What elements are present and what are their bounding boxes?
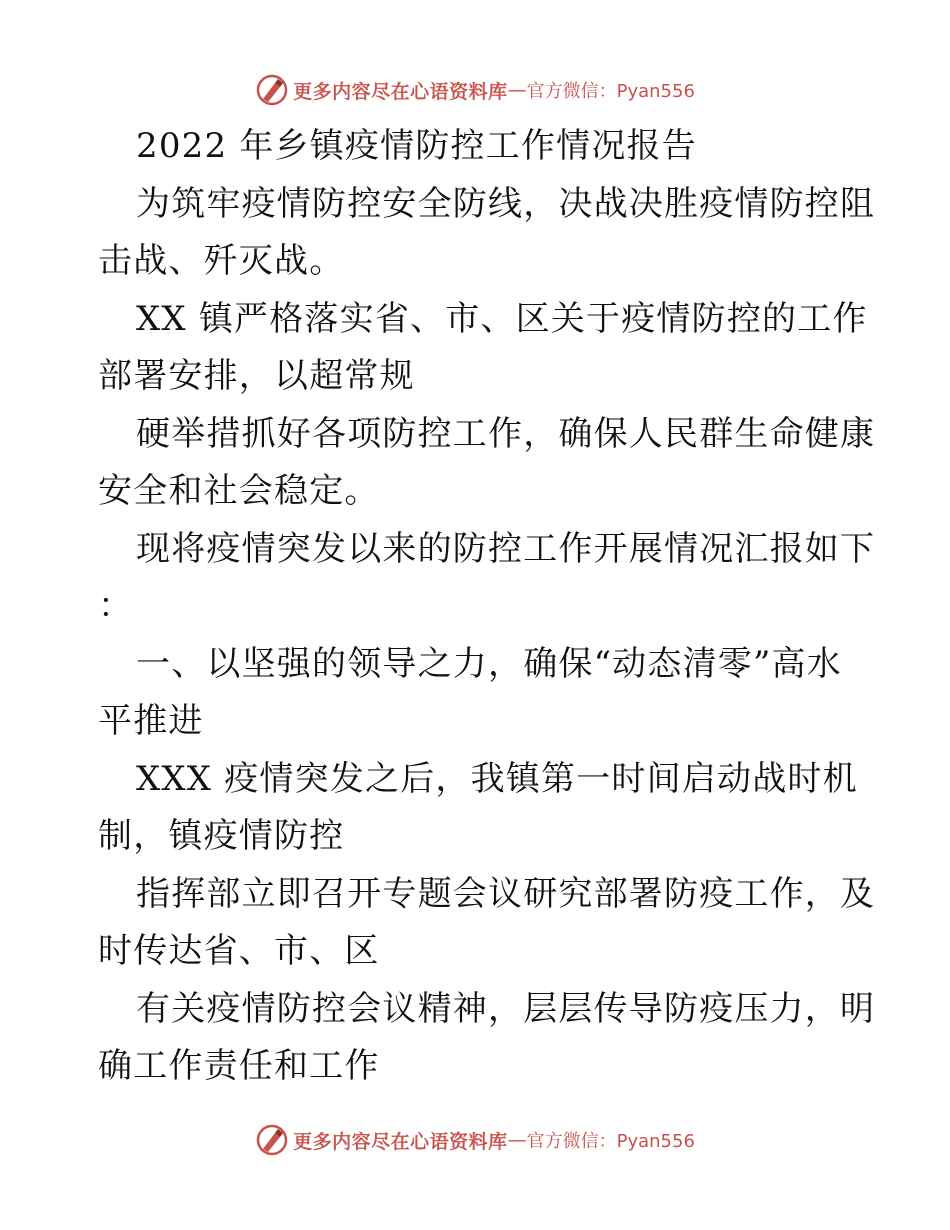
section-heading: 一、以坚强的领导之力，确保“动态清零”高水: [136, 643, 842, 684]
paragraph-line: XX 镇严格落实省、市、区关于疫情防控的工作: [136, 298, 868, 339]
paragraph-line: 为筑牢疫情防控安全防线，决战决胜疫情防控阻: [136, 183, 876, 224]
paragraph-line: XXX 疫情突发之后，我镇第一时间启动战时机: [136, 758, 858, 799]
banner-dash: —: [507, 79, 527, 101]
paragraph-line: 制，镇疫情防控: [98, 816, 345, 856]
paragraph-line: 时传达省、市、区: [98, 931, 380, 971]
banner-wechat: 官方微信：Pyan556: [526, 1131, 695, 1152]
pen-circle-logo-icon: [255, 1123, 289, 1157]
paragraph-line: 安全和社会稳定。: [98, 471, 380, 511]
section-heading: 平推进: [98, 701, 204, 741]
paragraph-line: 指挥部立即召开专题会议研究部署防疫工作，及: [136, 873, 876, 914]
header-banner: [0, 73, 950, 107]
banner-wechat: 官方微信：Pyan556: [526, 81, 695, 102]
document-body: [98, 118, 876, 1096]
paragraph-line: 硬举措抓好各项防控工作，确保人民群生命健康: [136, 413, 876, 454]
paragraph-line: 有关疫情防控会议精神，层层传导防疫压力，明: [136, 988, 876, 1029]
paragraph-line: 现将疫情突发以来的防控工作开展情况汇报如下: [136, 528, 876, 569]
paragraph-line: ：: [98, 586, 134, 626]
banner-dash: —: [507, 1129, 527, 1151]
footer-banner: [0, 1123, 950, 1157]
banner-text: 更多内容尽在心语资料库: [293, 80, 508, 103]
pen-circle-logo-icon: [255, 73, 289, 107]
document-title: 2022 年乡镇疫情防控工作情况报告: [136, 126, 697, 166]
paragraph-line: 确工作责任和工作: [98, 1046, 380, 1086]
banner-text: 更多内容尽在心语资料库: [293, 1130, 508, 1153]
paragraph-line: 部署安排，以超常规: [98, 356, 415, 396]
paragraph-line: 击战、歼灭战。: [98, 241, 345, 281]
